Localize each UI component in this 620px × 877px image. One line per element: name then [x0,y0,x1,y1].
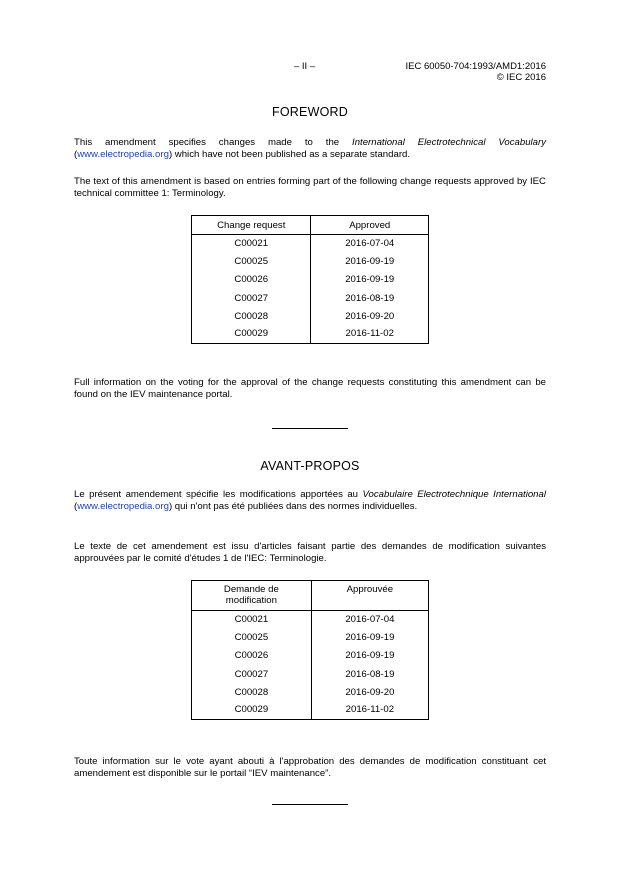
page-number: – II – [294,61,316,72]
column-header-approved: Approved [311,216,429,235]
avant-propos-paragraph-2: Le texte de cet amendement est issu d'articles faisant partie des demandes de modification suivantes approuvées par le comité d'études 1 de l'IEC: Terminologie. [74,541,546,564]
foreword-paragraph-1 [74,137,546,160]
table-row [192,665,429,683]
section-divider [272,804,348,805]
table-row [192,325,429,343]
copyright: © IEC 2016 [496,72,546,83]
avant-propos-title: AVANT-PROPOS [260,459,360,473]
document-reference [406,61,547,83]
foreword-paragraph-3: Full information on the voting for the approval of the change requests constituting this amendment can be found on the IEV maintenance portal. [74,377,546,400]
section-divider [272,428,348,429]
change-request-id: C00028 [192,683,312,701]
approval-date: 2016-11-02 [311,701,428,719]
table-row [192,289,429,307]
change-request-id: C00025 [192,629,312,647]
italic-text: International Electrotechnical Vocabulary [352,137,546,148]
text: ( [74,148,78,160]
avant-propos-paragraph-3: Toute information sur le vote ayant abouti à l'approbation des demandes de modification constituant cet amendement est disponible sur le portail “IEV maintenance”. [74,756,546,779]
table-row [192,701,429,719]
change-request-id: C00029 [192,701,312,719]
foreword-paragraph-2: The text of this amendment is based on entries forming part of the following change requests approved by IEC technical committee 1: Terminology. [74,176,546,199]
change-request-table [191,215,429,344]
table-row [192,271,429,289]
change-request-id: C00026 [192,647,312,665]
column-header-approuvee: Approuvée [311,581,428,611]
text: ) which have not been published as a separate standard. [168,148,411,160]
italic-text: Vocabulaire Electrotechnique International [362,489,546,500]
change-request-id: C00027 [192,289,311,307]
change-request-id: C00021 [192,611,312,629]
electropedia-link[interactable]: www.electropedia.org [77,148,169,160]
column-header-demande: Demande de modification [192,581,312,611]
avant-propos-paragraph-1 [74,489,546,512]
table-row [192,307,429,325]
approval-date: 2016-09-19 [311,271,429,289]
foreword-title: FOREWORD [272,105,348,119]
table-row [192,683,429,701]
change-request-id: C00027 [192,665,312,683]
approval-date: 2016-08-19 [311,289,429,307]
table-row [192,629,429,647]
text: This amendment specifies changes made to the [74,137,353,148]
change-request-id: C00021 [192,235,311,253]
change-request-id: C00025 [192,253,311,271]
text: ) qui n'ont pas été publiées dans des normes individuelles. [168,500,418,512]
approval-date: 2016-09-19 [311,647,428,665]
text: ( [74,500,78,512]
approval-date: 2016-07-04 [311,611,428,629]
approval-date: 2016-09-20 [311,307,429,325]
table-row [192,235,429,253]
approval-date: 2016-07-04 [311,235,429,253]
standard-number: IEC 60050-704:1993/AMD1:2016 [405,61,546,72]
demande-modification-table [191,580,429,720]
change-request-id: C00028 [192,307,311,325]
text: Le présent amendement spécifie les modifications apportées au [74,489,363,500]
table-row [192,611,429,629]
approval-date: 2016-09-19 [311,629,428,647]
approval-date: 2016-09-19 [311,253,429,271]
table-row [192,253,429,271]
change-request-id: C00029 [192,325,311,343]
electropedia-link[interactable]: www.electropedia.org [77,500,169,512]
approval-date: 2016-11-02 [311,325,429,343]
approval-date: 2016-08-19 [311,665,428,683]
column-header-change-request: Change request [192,216,311,235]
change-request-id: C00026 [192,271,311,289]
table-row [192,647,429,665]
approval-date: 2016-09-20 [311,683,428,701]
